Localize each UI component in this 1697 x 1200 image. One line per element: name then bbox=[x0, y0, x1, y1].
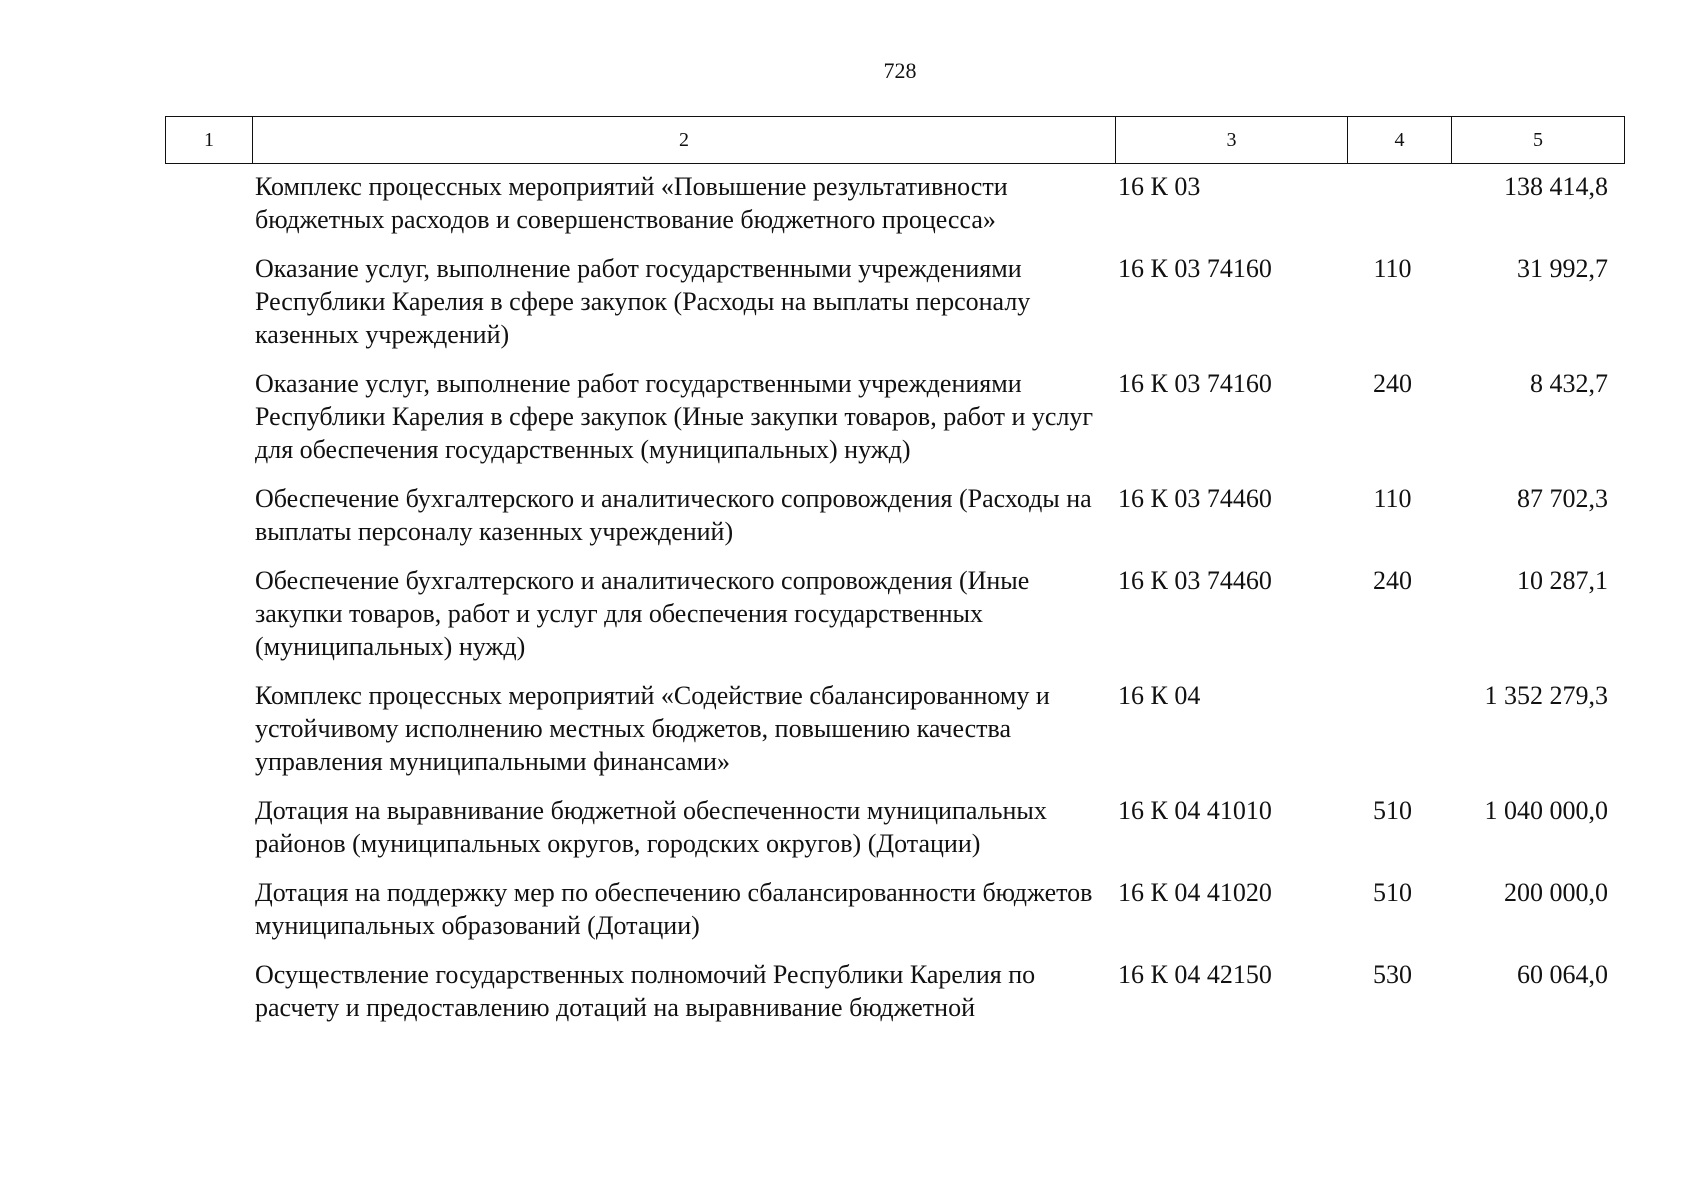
row-type: 510 bbox=[1373, 878, 1412, 907]
row-type: 110 bbox=[1373, 254, 1412, 283]
row-code: 16 К 03 74160 bbox=[1118, 254, 1272, 283]
row-type: 240 bbox=[1373, 566, 1412, 595]
row-type bbox=[1345, 679, 1440, 778]
row-description: Дотация на поддержку мер по обеспечению сбалансированности бюджетов муниципальных образований (Дотации) bbox=[255, 878, 1093, 940]
row-code: 16 К 03 74460 bbox=[1118, 484, 1272, 513]
table-header bbox=[165, 116, 1625, 164]
row-code: 16 К 04 42150 bbox=[1118, 960, 1272, 989]
row-type: 510 bbox=[1373, 796, 1412, 825]
row-description: Осуществление государственных полномочий Республики Карелия по расчету и предоставлению дотаций на выравнивание бюджетной bbox=[255, 960, 1036, 1022]
row-sum: 138 414,8 bbox=[1504, 172, 1608, 201]
row-sum: 10 287,1 bbox=[1517, 566, 1608, 595]
row-description: Оказание услуг, выполнение работ государственными учреждениями Республики Карелия в сфере закупок (Расходы на выплаты персоналу казенных учреждений) bbox=[255, 254, 1031, 349]
row-code: 16 К 03 74160 bbox=[1118, 369, 1272, 398]
row-code: 16 К 03 74460 bbox=[1118, 566, 1272, 595]
row-type: 240 bbox=[1373, 369, 1412, 398]
table-body bbox=[255, 170, 1625, 1040]
row-sum: 60 064,0 bbox=[1517, 960, 1608, 989]
row-sum: 1 352 279,3 bbox=[1484, 681, 1608, 710]
row-sum: 87 702,3 bbox=[1517, 484, 1608, 513]
row-description: Комплекс процессных мероприятий «Содействие сбалансированному и устойчивому исполнению местных бюджетов, повышению качества управления муниципальными финансами» bbox=[255, 681, 1050, 776]
row-sum: 200 000,0 bbox=[1504, 878, 1608, 907]
header-col-1: 1 bbox=[166, 117, 253, 163]
table-row bbox=[255, 958, 1625, 1024]
table-row bbox=[255, 170, 1625, 236]
row-type: 110 bbox=[1373, 484, 1412, 513]
header-col-5: 5 bbox=[1533, 128, 1543, 151]
row-code: 16 К 04 41010 bbox=[1118, 796, 1272, 825]
row-sum: 8 432,7 bbox=[1530, 369, 1608, 398]
row-sum: 1 040 000,0 bbox=[1484, 796, 1608, 825]
row-code: 16 К 04 41020 bbox=[1118, 878, 1272, 907]
header-col-4: 4 bbox=[1348, 117, 1452, 163]
header-col-3: 3 bbox=[1116, 117, 1348, 163]
row-description: Обеспечение бухгалтерского и аналитического сопровождения (Иные закупки товаров, работ и услуг для обеспечения государственных (муниципальных) нужд) bbox=[255, 566, 1030, 661]
row-description: Оказание услуг, выполнение работ государственными учреждениями Республики Карелия в сфере закупок (Иные закупки товаров, работ и услуг для обеспечения государственных (муниципальных) нужд) bbox=[255, 369, 1094, 464]
row-type bbox=[1345, 170, 1440, 236]
row-sum: 31 992,7 bbox=[1517, 254, 1608, 283]
table-row bbox=[255, 679, 1625, 778]
table-row bbox=[255, 564, 1625, 663]
row-description: Комплекс процессных мероприятий «Повышение результативности бюджетных расходов и совершенствование бюджетного процесса» bbox=[255, 172, 1008, 234]
table-row bbox=[255, 367, 1625, 466]
row-description: Дотация на выравнивание бюджетной обеспеченности муниципальных районов (муниципальных округов, городских округов) (Дотации) bbox=[255, 796, 1047, 858]
header-col-2: 2 bbox=[253, 117, 1116, 163]
page-number: 728 bbox=[883, 58, 917, 83]
row-code: 16 К 04 bbox=[1118, 681, 1201, 710]
table-row bbox=[255, 876, 1625, 942]
row-type: 530 bbox=[1373, 960, 1412, 989]
table-row bbox=[255, 794, 1625, 860]
row-code: 16 К 03 bbox=[1118, 172, 1201, 201]
row-description: Обеспечение бухгалтерского и аналитического сопровождения (Расходы на выплаты персоналу казенных учреждений) bbox=[255, 484, 1092, 546]
table-row bbox=[255, 252, 1625, 351]
table-row bbox=[255, 482, 1625, 548]
